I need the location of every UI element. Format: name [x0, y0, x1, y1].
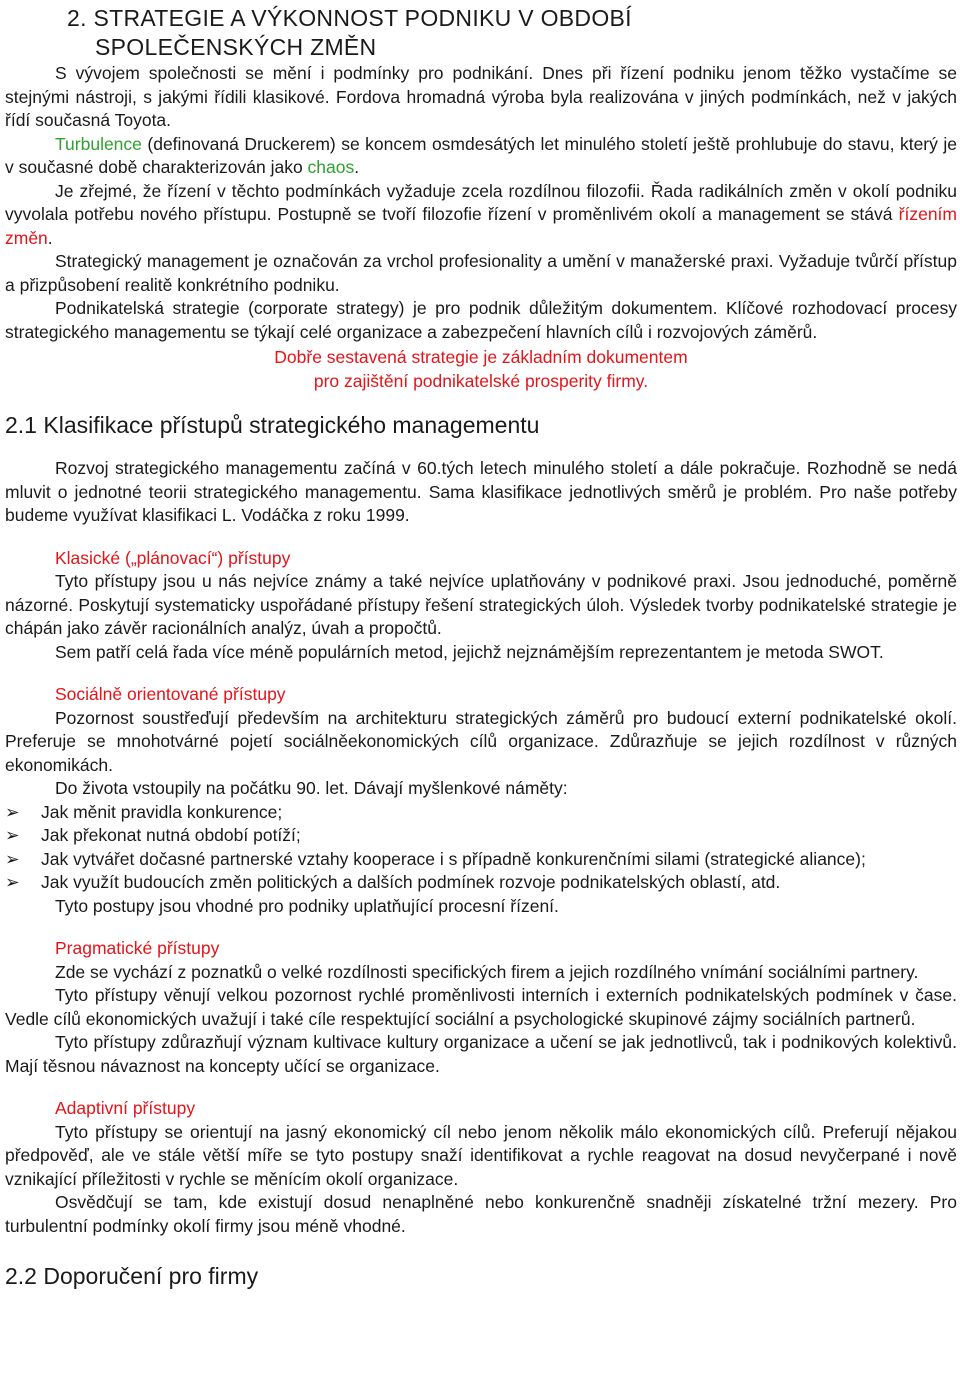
list-item: ➢ Jak využít budoucích změn politických a dalších podmínek rozvoje podnikatelských oblastí, atd.: [5, 871, 957, 895]
intro-paragraph-5: Podnikatelská strategie (corporate strategy) je pro podnik důležitým dokumentem. Klíčové rozhodovací procesy strategického managementu se týkají celé organizace a zabezpečení hlavních cílů i rozvojových záměrů.: [5, 298, 957, 342]
pragmatic-approaches-title: Pragmatické přístupy: [55, 938, 220, 958]
intro-paragraph-3: Je zřejmé, že řízení v těchto podmínkách vyžaduje zcela rozdílnou filozofii. Řada radikálních změn v okolí podniku vyvolala potřebu nového přístupu. Postupně se tvoří filozofie řízení v proměnlivém okolí a management se stává řízením změn.: [5, 180, 957, 248]
pragmatic-paragraph-2: Tyto přístupy věnují velkou pozornost rychlé proměnlivosti interních i externích podnikatelských podmínek v čase. Vedle cílů ekonomických uvažují i také cíle respektující sociální a psychologické skupinové zájmy sociálních partnerů.: [5, 985, 957, 1029]
adaptive-approaches-title: Adaptivní přístupy: [55, 1098, 196, 1118]
list-item: ➢ Jak překonat nutná období potíží;: [5, 824, 957, 848]
arrow-bullet-icon: ➢: [5, 872, 20, 892]
social-bullet-list: [5, 801, 957, 895]
social-paragraph-1: Pozornost soustřeďují především na architekturu strategických záměrů pro budoucí externí podnikatelské okolí. Preferuje se mnohotvárné pojetí sociálněekonomických cílů organizace. Zdůrazňuje se jejich rozdílnost v různých ekonomikách.: [5, 707, 957, 775]
intro-paragraph-2: Turbulence (definovaná Druckerem) se koncem osmdesátých let minulého století ještě prohlubuje do stavu, který je v současné době charakterizován jako chaos.: [5, 133, 957, 177]
arrow-bullet-icon: ➢: [5, 825, 20, 845]
arrow-bullet-icon: ➢: [5, 848, 20, 869]
intro-paragraph-1: S vývojem společnosti se mění i podmínky pro podnikání. Dnes při řízení podniku jenom těžko vystačíme se stejnými nástroji, s jakými řídili klasikové. Fordova hromadná výroba byla realizována v jiných podmínkách, než v jakých řídí současná Toyota.: [5, 63, 957, 130]
social-paragraph-2: Do života vstoupily na počátku 90. let. Dávají myšlenkové náměty:: [55, 778, 568, 798]
list-item: ➢ Jak měnit pravidla konkurence;: [5, 801, 957, 825]
adaptive-paragraph-2: Osvědčují se tam, kde existují dosud nenaplněné nebo konkurenčně snadněji získatelné tržní mezery. Pro turbulentní podmínky okolí firmy jsou méně vhodné.: [5, 1192, 957, 1236]
intro-paragraph-4: Strategický management je označován za vrchol profesionality a umění v manažerské praxi. Vyžaduje tvůrčí přístup a přizpůsobení realitě konkrétního podniku.: [5, 251, 957, 295]
change-management-term: řízením změn: [5, 204, 957, 248]
pragmatic-paragraph-1: Zde se vychází z poznatků o velké rozdílnosti specifických firem a jejich rozdílného vnímání sociálními partnery.: [55, 961, 919, 982]
classic-approaches-title: Klasické („plánovací“) přístupy: [55, 547, 291, 568]
social-approaches-title: Sociálně orientované přístupy: [55, 684, 286, 704]
chapter-heading-line2: SPOLEČENSKÝCH ZMĚN: [95, 34, 377, 60]
turbulence-term: Turbulence: [55, 133, 142, 154]
document-page: [5, 0, 957, 1290]
section-2-1-paragraph: Rozvoj strategického managementu začíná v 60.tých letech minulého století a dále pokračuje. Rozhodně se nedá mluvit o jednotné teorii strategického managementu. Sama klasifikace jednotlivých směrů je problém. Pro naše potřeby budeme využívat klasifikaci L. Vodáčka z roku 1999.: [5, 458, 957, 525]
chapter-heading: [67, 4, 957, 62]
chaos-term: chaos: [307, 157, 355, 177]
classic-paragraph-2: Sem patří celá řada více méně populárních metod, jejichž nejznámějším reprezentantem je metoda SWOT.: [55, 641, 884, 662]
social-paragraph-3: Tyto postupy jsou vhodné pro podniky uplatňující procesní řízení.: [55, 895, 559, 916]
classic-paragraph-1: Tyto přístupy jsou u nás nejvíce známy a také nejvíce uplatňovány v podnikové praxi. Jsou jednoduché, poměrně názorné. Poskytují systematicky uspořádané přístupy řešení strategických úloh. Výsledek tvorby podnikatelské strategie je chápán jako závěr racionálních analýz, úvah a propočtů.: [5, 571, 957, 638]
section-2-1-title: 2.1 Klasifikace přístupů strategického managementu: [5, 412, 540, 438]
pragmatic-paragraph-3: Tyto přístupy zdůrazňují význam kultivace kultury organizace a učení se jak jednotlivců, tak i podnikových kolektivů. Mají těsnou návaznost na koncepty učící se organizace.: [5, 1032, 957, 1076]
list-item: ➢ Jak vytvářet dočasné partnerské vztahy kooperace i s případně konkurenčními silami (strategické aliance);: [5, 848, 957, 872]
adaptive-paragraph-1: Tyto přístupy se orientují na jasný ekonomický cíl nebo jenom několik málo ekonomických cílů. Preferují nějakou předpověď, ale ve stále větší míře se tyto postupy snaží identifikovat a rychle reagovat na dosud nevyčerpané i nově vznikající příležitosti v rychle se měnícím okolí organizace.: [5, 1121, 957, 1189]
highlight-quote-line1: Dobře sestavená strategie je základním dokumentem: [274, 347, 688, 367]
chapter-heading-line1: 2. STRATEGIE A VÝKONNOST PODNIKU V OBDOBÍ: [67, 5, 632, 31]
highlight-quote-line2: pro zajištění podnikatelské prosperity firmy.: [313, 370, 649, 391]
section-2-2-title: 2.2 Doporučení pro firmy: [5, 1263, 259, 1289]
arrow-bullet-icon: ➢: [5, 801, 20, 822]
